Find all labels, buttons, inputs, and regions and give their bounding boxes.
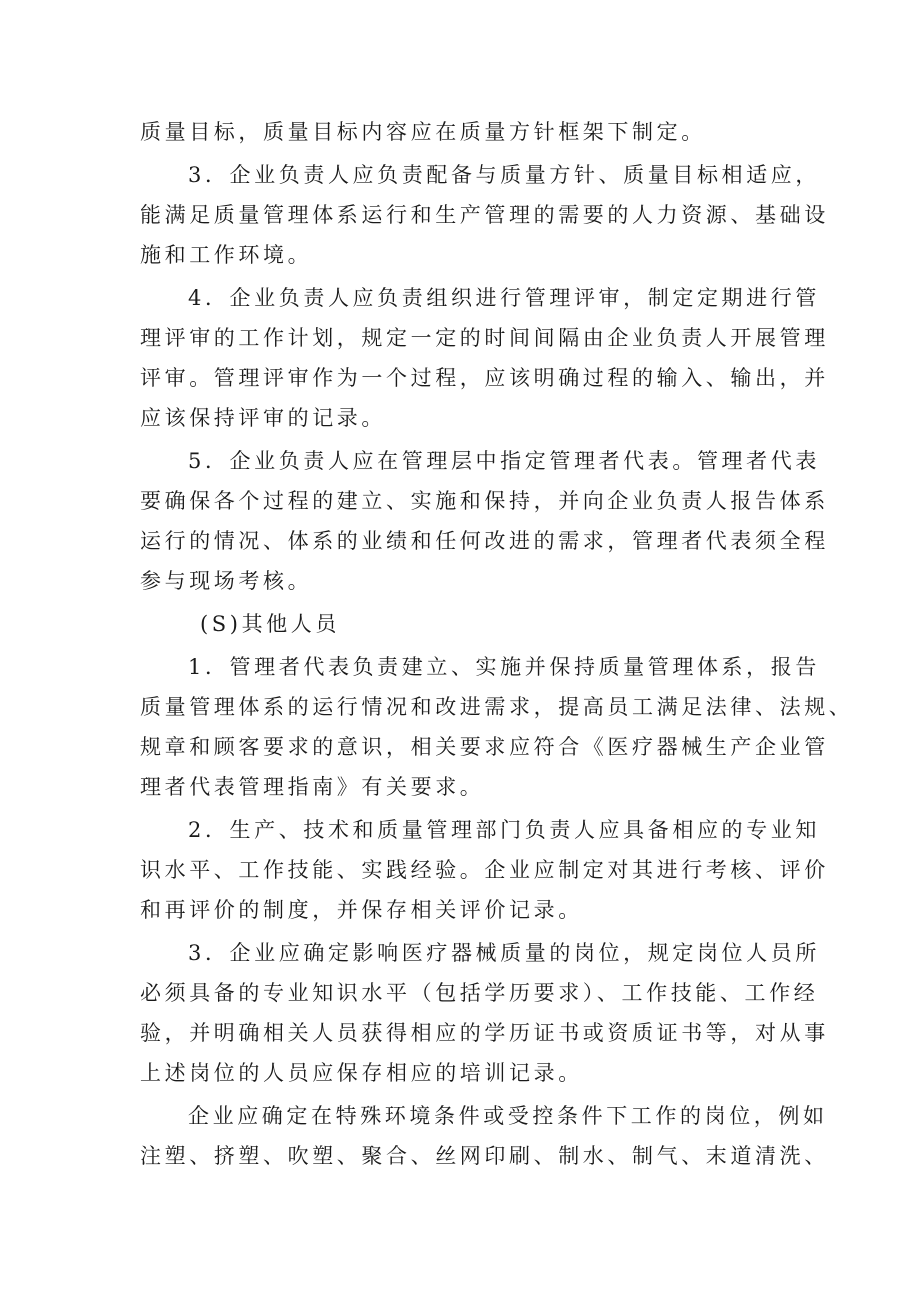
text-line: 施和工作环境。	[140, 243, 313, 267]
text-line: 要确保各个过程的建立、实施和保持，并向企业负责人报告体系	[140, 489, 829, 513]
text-line: 3．企业负责人应负责配备与质量方针、质量目标相适应，	[188, 163, 820, 187]
paragraph-other-item-2	[140, 810, 829, 930]
section-heading-text: (S)其他人员	[200, 612, 340, 636]
paragraph-other-item-3	[140, 933, 829, 1093]
text-line: 规章和顾客要求的意识，相关要求应符合《医疗器械生产企业管	[140, 735, 829, 759]
text-line: 1．管理者代表负责建立、实施并保持质量管理体系，报告	[188, 655, 820, 679]
text-line: 4．企业负责人应负责组织进行管理评审，制定定期进行管	[188, 286, 820, 310]
text-line: 质量管理体系的运行情况和改进需求，提高员工满足法律、法规、	[140, 695, 854, 719]
text-line: 5．企业负责人应在管理层中指定管理者代表。管理者代表	[188, 449, 820, 473]
paragraph-special-environment-positions	[140, 1096, 829, 1176]
text-line: 识水平、工作技能、实践经验。企业应制定对其进行考核、评价	[140, 858, 829, 882]
text-line: 应该保持评审的记录。	[140, 406, 386, 430]
section-heading-other-personnel	[140, 604, 795, 644]
paragraph-item-3-resources	[140, 155, 829, 275]
text-line: 验，并明确相关人员获得相应的学历证书或资质证书等，对从事	[140, 1021, 829, 1045]
paragraph-other-item-1	[140, 647, 854, 807]
paragraph-item-5-management-representative	[140, 441, 829, 601]
text-line: 能满足质量管理体系运行和生产管理的需要的人力资源、基础设	[140, 203, 829, 227]
text-line: 理评审的工作计划，规定一定的时间间隔由企业负责人开展管理	[140, 326, 829, 350]
text-line: 参与现场考核。	[140, 569, 313, 593]
text-line: 必须具备的专业知识水平（包括学历要求）、工作技能、工作经	[140, 981, 819, 1005]
text-line: 注塑、挤塑、吹塑、聚合、丝网印刷、制水、制气、末道清洗、	[140, 1144, 829, 1168]
text-line: 和再评价的制度，并保存相关评价记录。	[140, 898, 583, 922]
text-line: 质量目标，质量目标内容应在质量方针框架下制定。	[140, 120, 706, 144]
text-line: 上述岗位的人员应保存相应的培训记录。	[140, 1061, 583, 1085]
paragraph-item-4-management-review	[140, 278, 829, 438]
text-line: 理者代表管理指南》有关要求。	[140, 775, 485, 799]
text-line: 3．企业应确定影响医疗器械质量的岗位，规定岗位人员所	[188, 941, 820, 965]
text-line: 评审。管理评审作为一个过程，应该明确过程的输入、输出，并	[140, 366, 829, 390]
text-line: 运行的情况、体系的业绩和任何改进的需求，管理者代表须全程	[140, 529, 829, 553]
paragraph-quality-objectives-continued	[140, 112, 795, 152]
text-line: 企业应确定在特殊环境条件或受控条件下工作的岗位，例如	[188, 1104, 828, 1128]
text-line: 2．生产、技术和质量管理部门负责人应具备相应的专业知	[188, 818, 820, 842]
